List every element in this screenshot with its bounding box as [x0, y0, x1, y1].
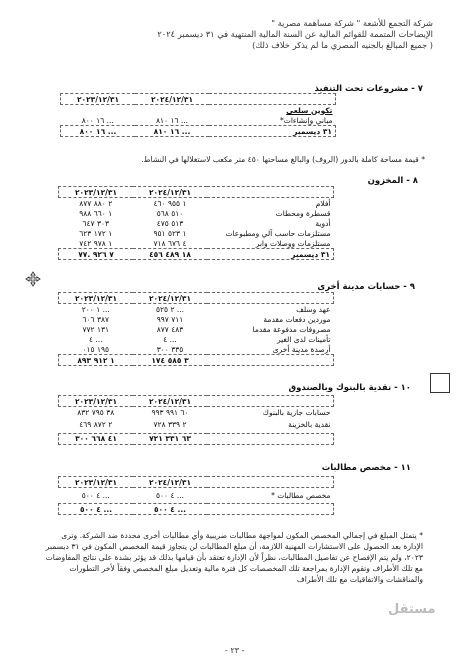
total-cell: ٧ ٩٢٦ .٧٧ [78, 249, 114, 259]
cell: ٦٠ ٩٩١ ٩٩٣ [151, 407, 189, 417]
row-label: مخصص مطالبات * [271, 491, 331, 500]
cell [135, 105, 209, 116]
cell: ٣٨٧ ٦٠٦ [82, 314, 110, 324]
col-2023-header: ٢٠٢٣/١٢/٣١ [74, 396, 118, 406]
inventory-table [58, 186, 334, 260]
row-label: تأمينات لدى الغير [276, 334, 331, 344]
row-label: تكوين سلعي [286, 105, 333, 115]
row-label: نقدية بالخزينة [288, 420, 331, 430]
projects-under-construction-table [60, 93, 336, 137]
row-label [207, 504, 334, 515]
cell: ٤ ٥٠٠ ... [81, 491, 110, 500]
section-7-title: ٧ - مشروعات تحت التنفيذ [314, 84, 423, 94]
checkbox[interactable] [430, 373, 450, 393]
company-name: شركة التجمع للأشعة " شركة مساهمة مصرية " [271, 18, 433, 28]
col-2024-header: ٢٠٢٤/١٢/٣١ [148, 293, 192, 303]
cell: ٢ ٥٢٥ ... [155, 304, 185, 314]
page-number: - ٢٣ - [225, 646, 245, 655]
cell: ٢ ٨٧٢ ٤٦٩ [79, 420, 113, 430]
cell: ١ ١٧٢ ٦٢٣ [79, 228, 113, 238]
cell: ٤ ٥٠٠ ... [155, 491, 185, 500]
cell: ٥١٣ ٤٧٥ [156, 218, 184, 228]
col-2024-header: ٢٠٢٤/١٢/٣١ [148, 187, 192, 197]
row-label: أفلام [315, 198, 331, 208]
col-2023-header: ٢٠٢٣/١٢/٣١ [76, 94, 120, 104]
cell: ١٩٥ ٠١٥ [82, 344, 110, 354]
row-label: عهد وسلف [296, 304, 331, 314]
total-cell: ١٦ ٨٠٠ ... [79, 126, 117, 136]
section-9-title: ٩ - حسابات مدينة أخرى [317, 282, 415, 292]
cell: ٣٣٥ ٣٠٠ [156, 344, 184, 354]
total-cell: ٤ ٥٠٠ ... [79, 504, 113, 514]
cell: ١ ٢٠٠ ... [81, 304, 110, 314]
cell: ١ ٥٢٣ ٩٥١ [153, 228, 187, 238]
cell: ٥١٠ ٥٦٨ [156, 208, 184, 218]
cell: ٣٨ ٧٩٥ ٨٣٢ [77, 407, 115, 417]
row-label: أرصدة مدينة أخرى [272, 344, 331, 354]
row-label [207, 433, 334, 444]
total-cell: ٤١ ٦٦٨ ٣٠٠ [75, 434, 117, 443]
row-label: مصروفات مدفوعة مقدما [252, 324, 331, 334]
col-2024-header: ٢٠٢٤/١٢/٣١ [148, 396, 192, 406]
cell: ٤ ... [163, 334, 177, 344]
currency-note: ( جميع المبالغ بالجنيه المصري ما لم يذكر خلاف ذلك) [252, 40, 433, 50]
provisions-table [58, 476, 334, 515]
cell: ١٣١ ٧٧٢ [82, 324, 110, 334]
cell: ١٦ ٨٠٠ ... [81, 115, 114, 125]
total-cell: ٣ ٥٨٥ ١٧٤ [151, 355, 189, 365]
row-label: ٣١ ديسمبر [291, 249, 330, 259]
cell: ١ ٩٥٥ ٤٦٠ [153, 198, 187, 208]
cell: ٢ ٨٨٠ ٨٧٧ [79, 198, 113, 208]
cell: ٧١١ ٩٩٧ [156, 314, 184, 324]
cell: ١٦ ٨١٠ ... [155, 115, 189, 125]
other-receivables-table [58, 292, 334, 366]
row-label: مباني وإنشاءات* [280, 115, 333, 125]
col-2024-header: ٢٠٢٤/١٢/٣١ [150, 94, 194, 104]
cell: ٣٠٣ ٦٤٧ [82, 218, 110, 228]
watermark: مستقل [388, 602, 436, 617]
cell: ١ ٩٧٨ ٧٤٢ [79, 238, 113, 248]
document-header [33, 18, 433, 51]
cell: ٢ ٣٣٩ ٧٢٨ [153, 420, 187, 430]
total-cell: ٤ ٥٠٠ ... [153, 504, 187, 514]
row-label: أدوية [315, 218, 331, 228]
report-title: الإيضاحات المتممة للقوائم المالية عن السنة المالية المنتهية في ٣١ ديسمبر ٢٠٢٤ [157, 29, 433, 39]
section-7-note: * قيمة مساحة كاملة بالدور (الروف) والبالغ مساحتها ٤٥٠ متر مكعب لاستغلالها في النشاط. [141, 155, 425, 164]
col-2023-header: ٢٠٢٣/١٢/٣١ [74, 477, 118, 487]
cell: ٤ ٦٧٦ ٧١٨ [153, 238, 187, 248]
cell: ٤ ... [88, 334, 103, 344]
col-2024-header: ٢٠٢٤/١٢/٣١ [148, 477, 192, 487]
move-handle-icon[interactable] [25, 271, 41, 287]
section-11-note: * يتمثل المبلغ في إجمالي المخصص المكون لمواجهة مطالبات ضريبية وأي مطالبات أخرى محددة ضد الشركة. وترى الإدارة بعد الحصول على الاستشارات المهنية اللازمة، أن مبلغ المطالبات لن يتجاوز قيمة المخصص المكون في ٣١ ديسمبر ٢٠٢٣، ولم يتم الإفصاح عن تفاصيل المطالبات، نظراً لأن الإدارة تعتقد بأن قيامها بذلك قد يؤثر بشدة على نتائج المفاوضات مع تلك الأطراف وتقوم الإدارة بمراجعة تلك المخصصات كل فترة مالية وتعديل مبلغ المخصص وفقاً لأخر التطورات والمناقشات والاتفاقيات مع تلك الأطراف [45, 531, 423, 584]
cell: ١ ٦٦٠ ٩٨٨ [79, 208, 113, 218]
row-label: حسابات جارية بالبنوك [262, 407, 331, 417]
row-label [207, 355, 334, 366]
col-2023-header: ٢٠٢٣/١٢/٣١ [74, 293, 118, 303]
section-8-title: ٨ - المخزون [367, 176, 418, 186]
total-cell: ١٨ ٤٨٩ ٤٥٦ [149, 249, 191, 259]
section-11-title: ١١ - مخصص مطالبات [321, 463, 411, 473]
total-cell: ٦٣ ٣٣١ ٧٢١ [149, 434, 191, 443]
section-10-title: ١٠ - نقدية بالبنوك وبالصندوق [288, 383, 411, 393]
total-cell: ١٦ ٨١٠ ... [153, 126, 191, 136]
total-cell: ١ ٩١٢ ٨٩٣ [77, 355, 115, 365]
cell [61, 105, 136, 116]
cell: ٤٨٣ ٨٧٧ [156, 324, 184, 334]
row-label: مستلزمات ووصلات وابر [255, 238, 331, 248]
row-label: ٣١ ديسمبر [293, 126, 332, 136]
row-label: موردين دفعات مقدمة [263, 314, 331, 324]
row-label: قسطرة ومحطات [275, 208, 331, 218]
col-2023-header: ٢٠٢٣/١٢/٣١ [74, 187, 118, 197]
row-label: مستلزمات حاسب آلي ومطبوعات [225, 228, 331, 238]
cash-and-banks-table [58, 395, 334, 445]
